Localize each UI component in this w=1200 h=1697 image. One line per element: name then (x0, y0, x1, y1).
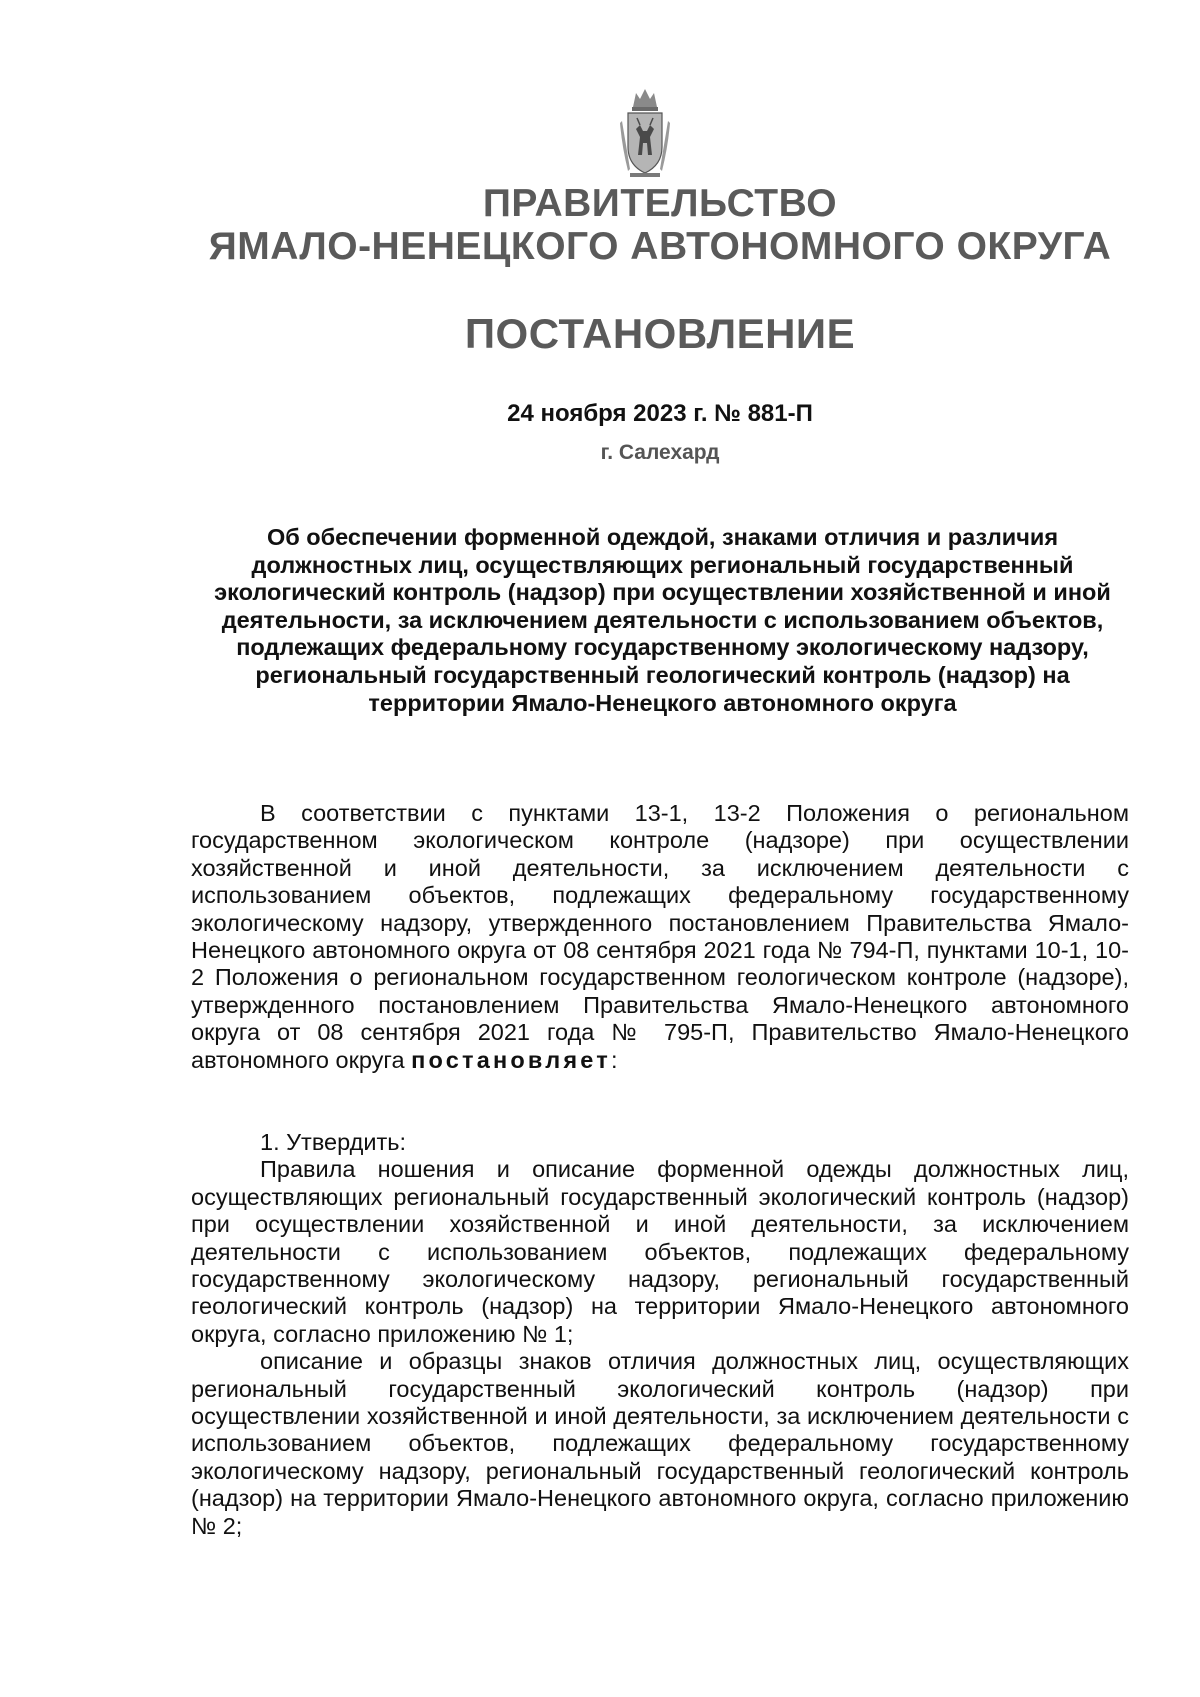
item1-title: 1. Утвердить: (260, 1129, 407, 1155)
resolves-word: постановляет (411, 1046, 611, 1073)
preamble-paragraph (191, 800, 1129, 1074)
document-city: г. Салехард (600, 441, 720, 464)
items-block (191, 1129, 1129, 1540)
government-name-line1: ПРАВИТЕЛЬСТВО (482, 182, 838, 225)
preamble-block (191, 800, 1129, 1074)
document-date-number: 24 ноября 2023 г. № 881-П (507, 400, 813, 427)
government-name-line2: ЯМАЛО-НЕНЕЦКОГО АВТОНОМНОГО ОКРУГА (208, 225, 1112, 268)
document-type: ПОСТАНОВЛЕНИЕ (464, 310, 856, 357)
coat-of-arms-icon (620, 85, 670, 183)
item1-paragraph-a: Правила ношения и описание форменной одежды должностных лиц, осуществляющих региональный государственный экологический контроль (надзор) при осуществлении хозяйственной и иной деятельности, за исключением деятельности с использованием объектов, подлежащих федеральному государственному экологическому надзору, региональный государственный геологический контроль (надзор) на территории Ямало-Ненецкого автономного округа, согласно приложению № 1; (191, 1156, 1129, 1347)
preamble-text: В соответствии с пунктами 13-1, 13-2 Положения о региональном государственном экологическом контроле (надзоре) при осуществлении хозяйственной и иной деятельности, за исключением деятельности с использованием объектов, подлежащих федеральному государственному экологическому надзору, утвержденного постановлением Правительства Ямало-Ненецкого автономного округа от 08 сентября 2021 года № 794-П, пунктами 10-1, 10-2 Положения о региональном государственном геологическом контроле (надзоре), утвержденного постановлением Правительства Ямало-Ненецкого автономного округа от 08 сентября 2021 года № 795-П, Правительство Ямало-Ненецкого автономного округа (191, 800, 1129, 1073)
item1-paragraph-b: описание и образцы знаков отличия должностных лиц, осуществляющих региональный государственный экологический контроль (надзор) при осуществлении хозяйственной и иной деятельности, за исключением деятельности с использованием объектов, подлежащих федеральному государственному экологическому надзору, региональный государственный геологический контроль (надзор) на территории Ямало-Ненецкого автономного округа, согласно приложению № 2; (191, 1348, 1129, 1539)
document-subject: Об обеспечении форменной одеждой, знаками отличия и различия должностных лиц, осуществляющих региональный государственный экологический контроль (надзор) при осуществлении хозяйственной и иной деятельности, за исключением деятельности с использованием объектов, подлежащих федеральному государственному экологическому надзору, региональный государственный геологический контроль (надзор) на территории Ямало-Ненецкого автономного округа (214, 524, 1111, 716)
resolves-colon: : (610, 1046, 618, 1073)
